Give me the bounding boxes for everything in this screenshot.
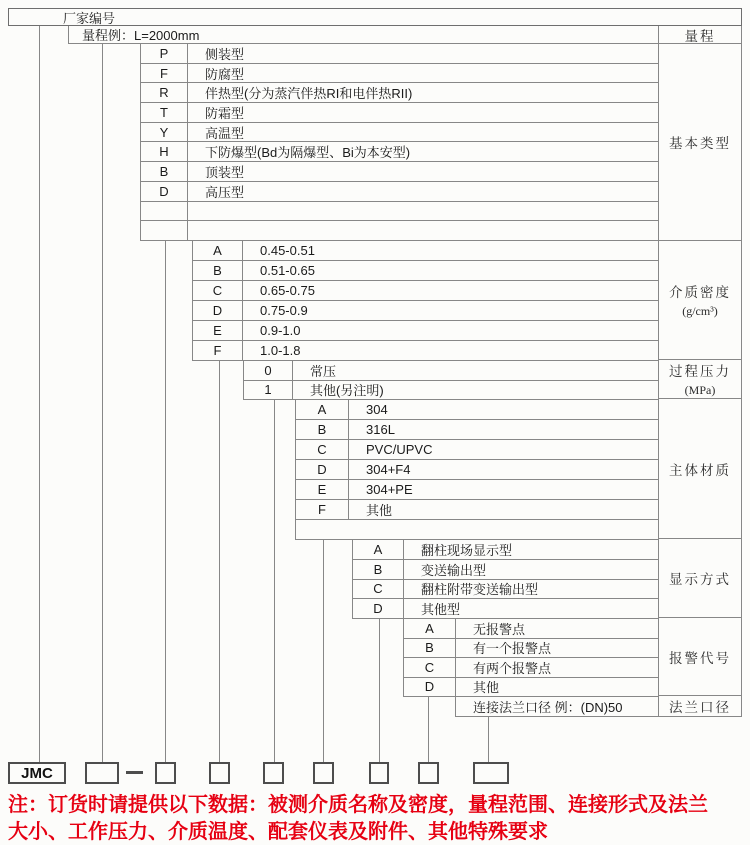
- connector-line-body-material: [323, 540, 324, 762]
- table-row: [141, 221, 658, 241]
- connector-line-range: [102, 44, 103, 762]
- connector-line-medium-density: [219, 361, 220, 762]
- table-row: [404, 658, 658, 678]
- selection-table-process-pressure: [243, 361, 658, 400]
- table-row: [141, 182, 658, 202]
- desc-cell: 0.75-0.9: [260, 303, 308, 318]
- desc-cell: 304: [366, 402, 388, 417]
- desc-cell: 防霜型: [205, 105, 245, 121]
- order-note-line1: 注：订货时请提供以下数据：被测介质名称及密度，量程范围、连接形式及法兰: [8, 794, 708, 816]
- table-row: [244, 361, 658, 381]
- desc-cell: 其他: [366, 503, 393, 518]
- table-row: [296, 500, 658, 520]
- table-row: [296, 400, 658, 420]
- factory-code-cell: [8, 8, 742, 26]
- desc-cell: 304+PE: [366, 482, 413, 497]
- code-cell: B: [353, 560, 404, 579]
- selection-table-display-mode: [352, 540, 658, 619]
- desc-cell: 0.65-0.75: [260, 283, 315, 298]
- table-row: [141, 142, 658, 162]
- selection-table-flange-size: [455, 697, 658, 717]
- desc-cell: 有两个报警点: [473, 660, 552, 676]
- model-prefix-label: JMC: [21, 764, 53, 782]
- table-row: [353, 599, 658, 619]
- desc-cell: 304+F4: [366, 462, 411, 477]
- code-cell: [141, 202, 188, 221]
- connector-line-alarm-code: [428, 697, 429, 762]
- desc-cell: 翻柱现场显示型: [421, 542, 513, 558]
- table-row: [193, 301, 658, 321]
- code-cell: C: [296, 440, 349, 459]
- code-cell: D: [353, 599, 404, 618]
- table-row: [141, 162, 658, 182]
- code-cell: F: [296, 500, 349, 519]
- range-example-cell: [68, 26, 658, 44]
- code-cell: A: [404, 619, 456, 638]
- table-row: [456, 697, 658, 717]
- table-row: [141, 123, 658, 143]
- table-row: [193, 341, 658, 361]
- code-cell: B: [193, 261, 243, 280]
- code-cell: P: [141, 44, 188, 63]
- desc-cell: 变送输出型: [421, 562, 487, 578]
- selection-table-alarm-code: [403, 619, 658, 697]
- desc-cell: 1.0-1.8: [260, 343, 301, 358]
- code-box-flange-size: [473, 762, 509, 784]
- desc-cell: 其他型: [421, 602, 461, 618]
- table-row: [404, 619, 658, 639]
- desc-cell: 高温型: [205, 125, 245, 141]
- connector-line-basic-type: [165, 241, 166, 762]
- code-cell: [141, 221, 188, 240]
- code-cell: E: [296, 480, 349, 499]
- table-row: [296, 420, 658, 440]
- table-row: [296, 520, 658, 540]
- code-cell: E: [193, 321, 243, 340]
- code-cell: A: [296, 400, 349, 419]
- desc-cell: 高压型: [205, 184, 245, 200]
- category-body-material: 主体材质: [659, 399, 741, 539]
- code-box-medium-density: [209, 762, 230, 784]
- table-row: [296, 480, 658, 500]
- code-cell: D: [193, 301, 243, 320]
- table-row: [141, 44, 658, 64]
- connector-line-flange-size: [488, 717, 489, 762]
- code-box-alarm-code: [418, 762, 439, 784]
- range-example-label: 量程例：L=2000mm: [82, 28, 200, 43]
- desc-cell: 连接法兰口径 例：(DN)50: [473, 700, 623, 715]
- table-row: [141, 202, 658, 222]
- desc-cell: 其他: [473, 680, 500, 696]
- desc-cell: PVC/UPVC: [366, 442, 433, 457]
- code-cell: 0: [244, 361, 293, 380]
- connector-line-process-pressure: [274, 400, 275, 762]
- code-cell: F: [193, 341, 243, 360]
- selection-table-body-material: [295, 400, 658, 540]
- code-cell: T: [141, 103, 188, 122]
- desc-cell: 其他(另注明): [310, 383, 384, 399]
- category-range: 量程: [659, 26, 741, 44]
- desc-cell: 0.9-1.0: [260, 323, 301, 338]
- table-row: [244, 381, 658, 401]
- desc-cell: 防腐型: [205, 66, 245, 82]
- selection-table-basic-type: [140, 44, 658, 241]
- code-cell: H: [141, 142, 188, 161]
- desc-cell: 0.45-0.51: [260, 243, 315, 258]
- category-flange-size: 法兰口径: [669, 699, 731, 715]
- category-alarm-code: 报警代号: [659, 618, 741, 696]
- code-cell: D: [296, 460, 349, 479]
- code-cell: R: [141, 83, 188, 102]
- desc-cell: 伴热型(分为蒸汽伴热RI和电伴热RII): [205, 86, 413, 102]
- category-display-mode: 显示方式: [659, 539, 741, 618]
- desc-cell: 翻柱附带变送输出型: [421, 582, 539, 598]
- table-row: [141, 64, 658, 84]
- code-cell: 1: [244, 381, 293, 400]
- table-row: [141, 83, 658, 103]
- table-row: [141, 103, 658, 123]
- code-box-body-material: [313, 762, 334, 784]
- desc-cell: 有一个报警点: [473, 641, 552, 657]
- table-row: [353, 540, 658, 560]
- table-row: [296, 440, 658, 460]
- desc-cell: 0.51-0.65: [260, 263, 315, 278]
- code-cell: C: [353, 580, 404, 599]
- desc-cell: [188, 202, 658, 221]
- desc-cell: [296, 520, 658, 539]
- code-cell: A: [193, 241, 243, 260]
- code-cell: C: [404, 658, 456, 677]
- code-cell: A: [353, 540, 404, 559]
- table-row: [404, 678, 658, 698]
- desc-cell: [188, 221, 658, 240]
- code-cell: D: [404, 678, 456, 697]
- table-row: [296, 460, 658, 480]
- table-row: [353, 560, 658, 580]
- category-process-pressure: 过程压力 (MPa): [659, 360, 741, 399]
- selection-table-medium-density: [192, 241, 658, 361]
- category-column: [658, 26, 742, 717]
- code-cell: B: [404, 639, 456, 658]
- category-basic-type: 基本类型: [659, 44, 741, 241]
- table-row: [193, 261, 658, 281]
- code-box-range: [85, 762, 119, 784]
- category-medium-density: 介质密度 (g/cm³): [659, 241, 741, 361]
- table-row: [193, 241, 658, 261]
- code-box-display-mode: [369, 762, 389, 784]
- code-cell: B: [141, 162, 188, 181]
- code-cell: F: [141, 64, 188, 83]
- model-prefix-box: [8, 762, 66, 784]
- table-row: [193, 321, 658, 341]
- desc-cell: 侧装型: [205, 46, 245, 62]
- desc-cell: 常压: [310, 363, 337, 379]
- desc-cell: 无报警点: [473, 621, 526, 637]
- code-cell: Y: [141, 123, 188, 142]
- code-box-basic-type: [155, 762, 176, 784]
- table-row: [193, 281, 658, 301]
- desc-cell: 316L: [366, 422, 395, 437]
- code-cell: B: [296, 420, 349, 439]
- table-row: [353, 580, 658, 600]
- code-cell: D: [141, 182, 188, 201]
- connector-line-display-mode: [379, 619, 380, 762]
- code-cell: C: [193, 281, 243, 300]
- order-note: [8, 792, 748, 845]
- connector-line-factory-code: [39, 26, 40, 762]
- desc-cell: 顶装型: [205, 164, 245, 180]
- desc-cell: 下防爆型(Bd为隔爆型、Bi为本安型): [205, 145, 411, 161]
- code-box-process-pressure: [263, 762, 284, 784]
- table-row: [404, 639, 658, 659]
- order-note-line2: 大小、工作压力、介质温度、配套仪表及附件、其他特殊要求: [8, 821, 548, 843]
- separator-dash: [126, 771, 143, 774]
- factory-code-label: 厂家编号: [63, 10, 116, 26]
